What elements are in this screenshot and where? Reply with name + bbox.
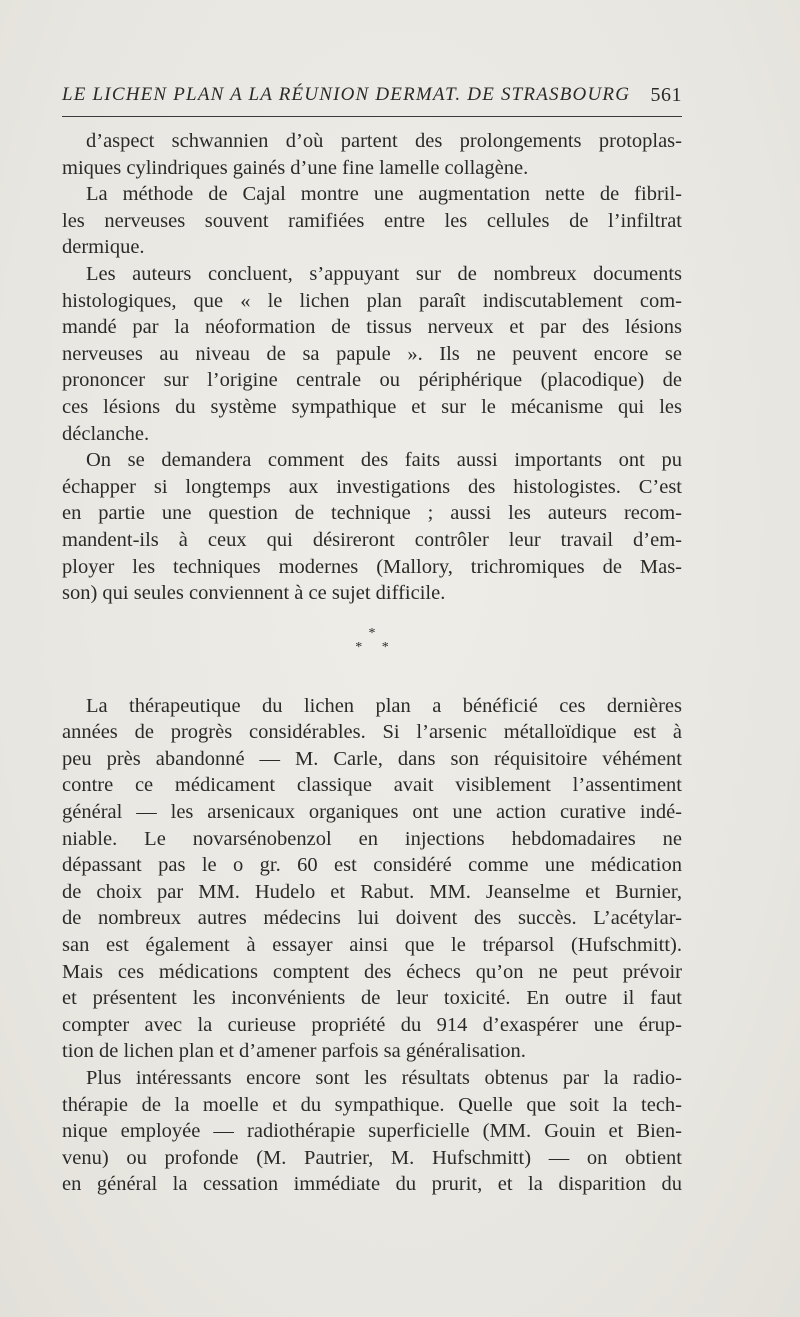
text-line: mandé par la néoformation de tissus nerveux et par des lésions (62, 316, 682, 339)
text-line: Plus intéressants encore sont les résultats obtenus par la radio- (86, 1067, 682, 1089)
running-title: LE LICHEN PLAN A LA RÉUNION DERMAT. DE STRASBOURG (62, 84, 631, 105)
text-line: On se demandera comment des faits aussi importants ont pu (86, 449, 682, 472)
asterism-bottom: * * (355, 639, 397, 655)
text-line: san est également à essayer ainsi que le tréparsol (Hufschmitt). (62, 934, 682, 957)
text-line: déclanche. (62, 422, 150, 445)
text-line: et présentent les inconvénients de leur toxicité. En outre il faut (62, 987, 682, 1010)
text-block-after-asterism (62, 693, 682, 1198)
text-line: tion de lichen plan et d’amener parfois sa généralisation. (62, 1040, 526, 1063)
text-line: niable. Le novarsénobenzol en injections hebdomadaires ne (62, 827, 682, 850)
text-line: prononcer sur l’origine centrale ou périphérique (placodique) de (62, 369, 682, 392)
text-line: nerveuses au niveau de sa papule ». Ils ne peuvent encore se (62, 342, 682, 365)
page-header (62, 84, 682, 114)
asterism-divider (62, 607, 682, 693)
page-number: 561 (650, 84, 682, 106)
text-line: mandent-ils à ceux qui désireront contrôler leur travail d’em- (62, 528, 682, 551)
text-line: thérapie de la moelle et du sympathique. Quelle que soit la tech- (62, 1093, 682, 1116)
paragraph (62, 261, 682, 447)
text-line: dépassant pas le o gr. 60 est considéré comme une médication (62, 854, 682, 877)
text-line: de choix par MM. Hudelo et Rabut. MM. Jeanselme et Burnier, (62, 880, 682, 903)
paragraph (62, 447, 682, 607)
text-line: ces lésions du système sympathique et sur le mécanisme qui les (62, 395, 682, 418)
text-line: nique employée — radiothérapie superficielle (MM. Gouin et Bien- (62, 1120, 682, 1143)
paragraph (62, 693, 682, 1065)
text-line: de nombreux autres médecins lui doivent des succès. L’acétylar- (62, 907, 682, 930)
text-line: ployer les techniques modernes (Mallory, trichromiques de Mas- (62, 555, 682, 578)
text-line: en général la cessation immédiate du prurit, et la disparition du (62, 1173, 682, 1196)
text-line: La méthode de Cajal montre une augmentation nette de fibril- (86, 183, 682, 206)
text-line: échapper si longtemps aux investigations des histologistes. C’est (62, 475, 682, 498)
paragraph (62, 128, 682, 181)
text-line: peu près abandonné — M. Carle, dans son réquisitoire véhément (62, 747, 682, 770)
text-line: son) qui seules conviennent à ce sujet difficile. (62, 582, 446, 605)
header-rule (62, 116, 682, 117)
text-line: miques cylindriques gainés d’une fine lamelle collagène. (62, 156, 529, 179)
text-line: d’aspect schwannien d’où partent des prolongements protoplas- (86, 130, 682, 152)
text-block-before-asterism (62, 128, 682, 607)
body-text (62, 128, 682, 1198)
text-line: général — les arsenicaux organiques ont une action curative indé- (62, 801, 682, 824)
paragraph (62, 1065, 682, 1198)
text-line: histologiques, que « le lichen plan paraît indiscutablement com- (62, 289, 682, 312)
text-line: années de progrès considérables. Si l’arsenic métalloïdique est à (62, 721, 682, 744)
text-line: Mais ces médications comptent des échecs qu’on ne peut prévoir (62, 960, 682, 983)
text-line: venu) ou profonde (M. Pautrier, M. Hufschmitt) — on obtient (62, 1146, 682, 1169)
text-line: les nerveuses souvent ramifiées entre les cellules de l’infiltrat (62, 209, 682, 232)
text-line: en partie une question de technique ; aussi les auteurs recom- (62, 502, 682, 525)
text-line: contre ce médicament classique avait visiblement l’assentiment (62, 774, 682, 797)
asterism-top: * (368, 625, 376, 641)
text-line: dermique. (62, 236, 145, 259)
paragraph (62, 181, 682, 261)
text-line: La thérapeutique du lichen plan a bénéficié ces dernières (86, 694, 682, 717)
text-line: compter avec la curieuse propriété du 914 d’exaspérer une érup- (62, 1013, 682, 1036)
text-line: Les auteurs concluent, s’appuyant sur de nombreux documents (86, 262, 682, 285)
